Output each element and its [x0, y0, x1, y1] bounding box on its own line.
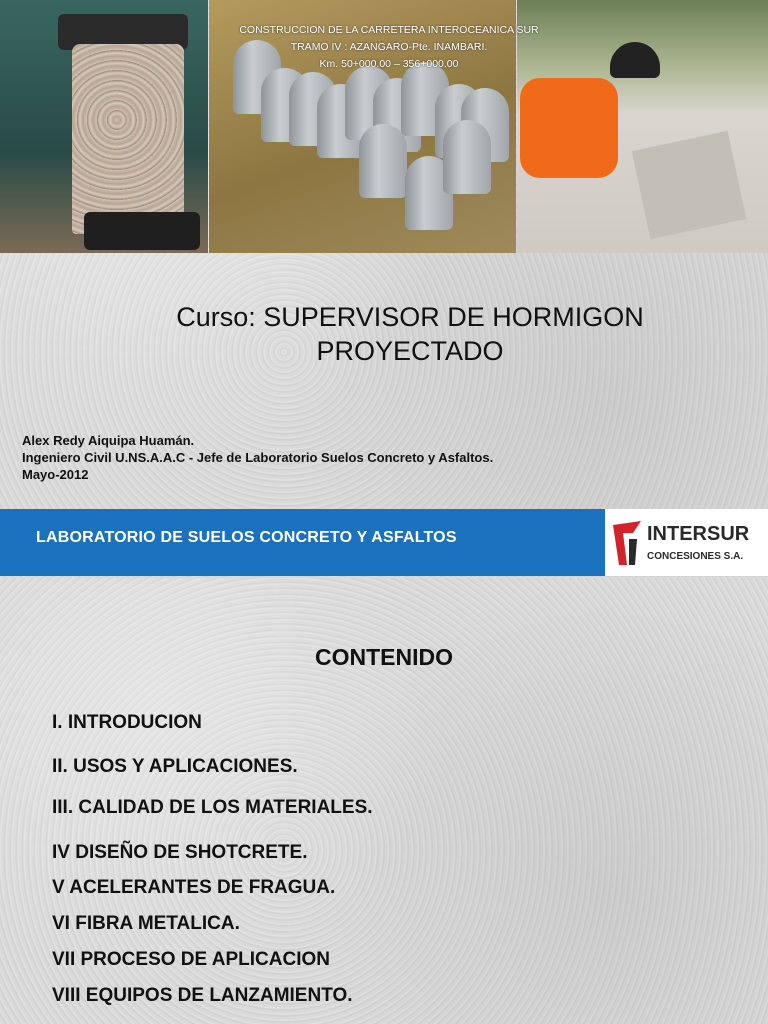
intersur-logo-icon	[611, 519, 645, 569]
banner-text: LABORATORIO DE SUELOS CONCRETO Y ASFALTOS	[36, 529, 457, 546]
concrete-cylinder-photo	[0, 0, 208, 253]
contents-item: VII PROCESO DE APLICACION	[52, 949, 330, 970]
contents-item: III. CALIDAD DE LOS MATERIALES.	[52, 797, 373, 818]
caption-line-3: Km. 50+000.00 – 356+000.00	[319, 58, 459, 70]
lab-banner	[0, 509, 768, 576]
logo-subtitle: CONCESIONES S.A.	[647, 551, 744, 562]
caption-line-1: CONSTRUCCION DE LA CARRETERA INTEROCEANICA SUR	[239, 24, 539, 36]
contents-item: II. USOS Y APLICACIONES.	[52, 756, 298, 777]
photo-strip	[0, 0, 768, 253]
contents-title: CONTENIDO	[315, 644, 453, 670]
contents-slide	[0, 578, 768, 1024]
intersur-logo	[605, 509, 768, 576]
author-date: Mayo-2012	[22, 467, 89, 482]
course-title-line-2: PROYECTADO	[316, 336, 504, 366]
author-name: Alex Redy Aiquipa Huamán.	[22, 433, 195, 448]
logo-name: INTERSUR	[647, 523, 750, 545]
photo-caption	[209, 22, 569, 73]
course-title	[0, 300, 768, 368]
course-title-line-1: Curso: SUPERVISOR DE HORMIGON	[176, 302, 644, 332]
author-role: Ingeniero Civil U.NS.A.A.C - Jefe de Laboratorio Suelos Concreto y Asfaltos.	[22, 450, 494, 465]
contents-item: V ACELERANTES DE FRAGUA.	[52, 877, 336, 898]
contents-item: VI FIBRA METALICA.	[52, 913, 240, 934]
contents-item: IV DISEÑO DE SHOTCRETE.	[52, 842, 308, 863]
contents-item: VIII EQUIPOS DE LANZAMIENTO.	[52, 985, 353, 1006]
contents-item: I. INTRODUCION	[52, 712, 202, 733]
author-block	[22, 432, 493, 483]
caption-line-2: TRAMO IV : AZANGARO-Pte. INAMBARI.	[290, 41, 488, 53]
